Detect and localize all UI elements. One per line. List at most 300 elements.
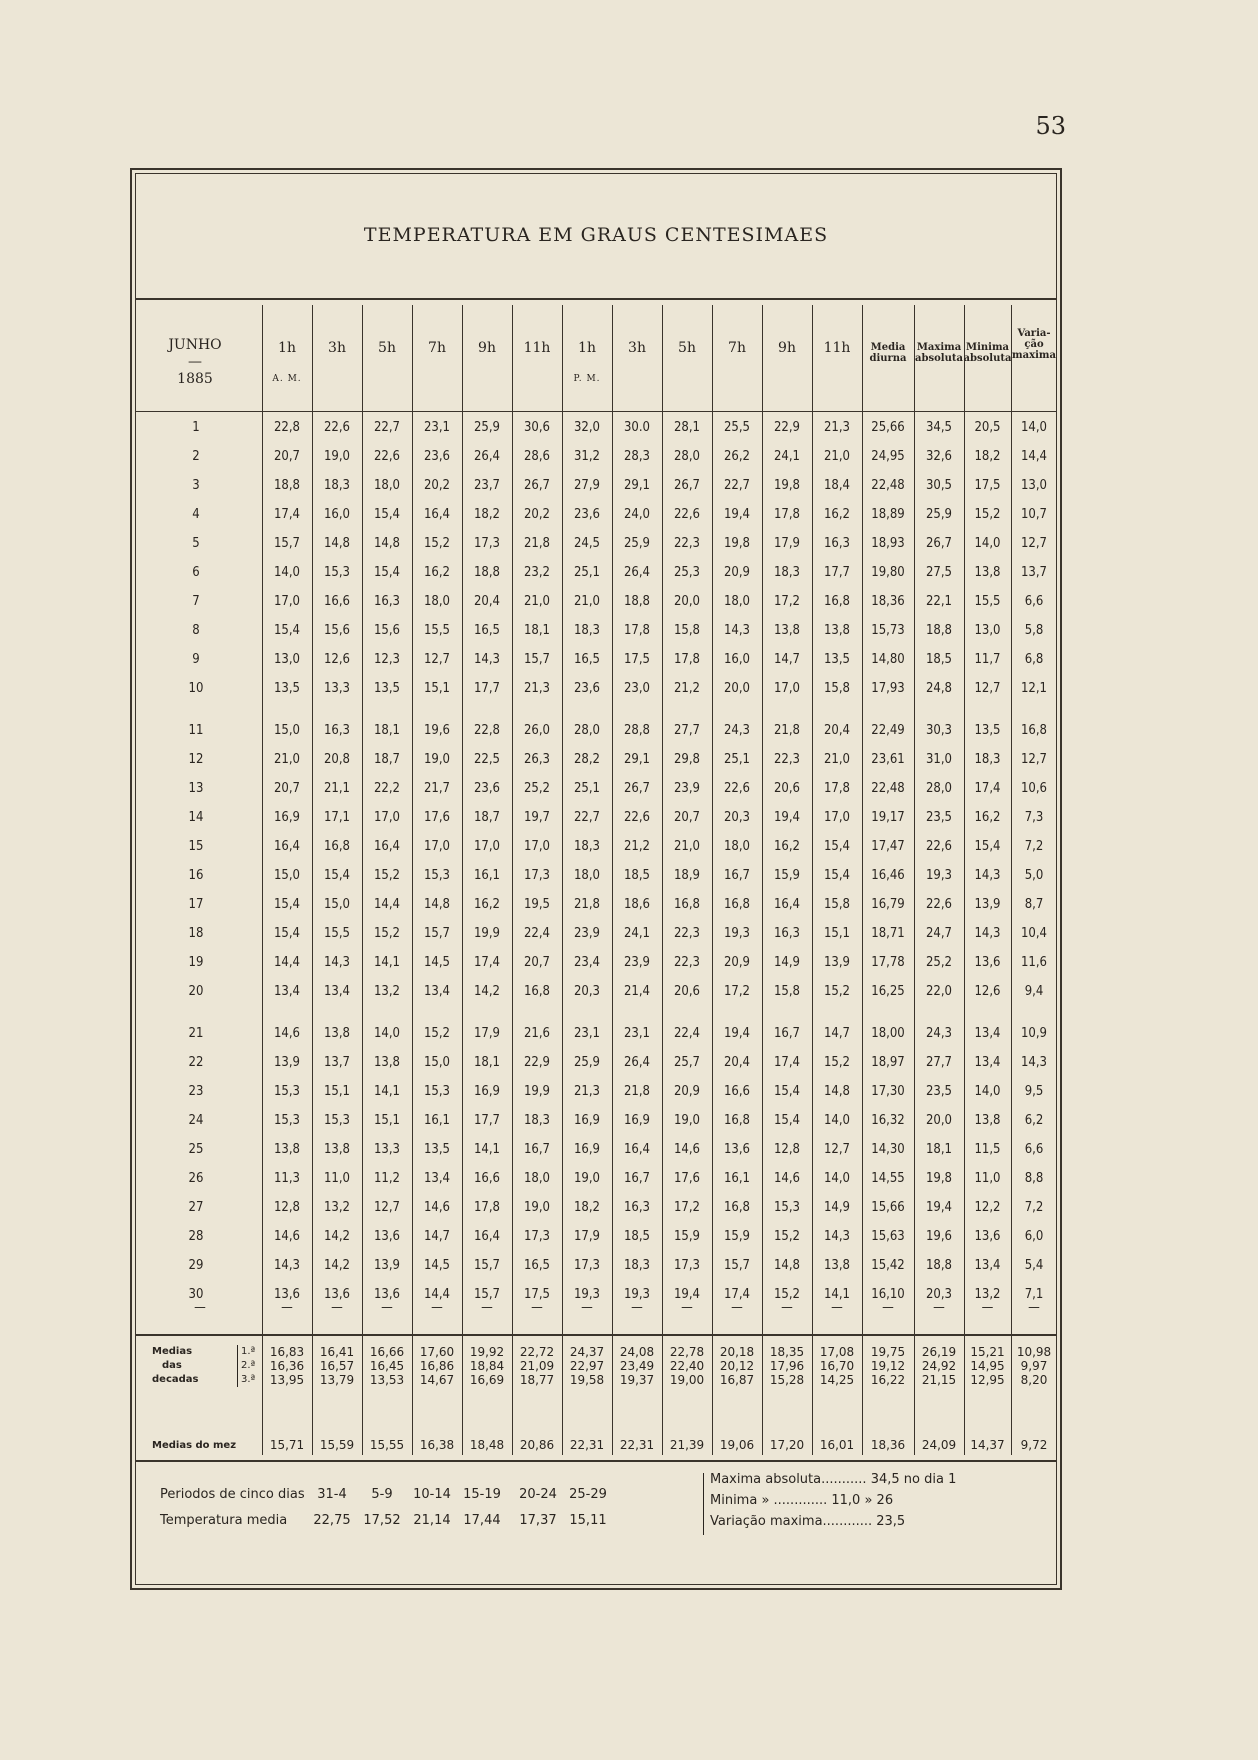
junho-header <box>152 337 238 388</box>
table-cell: 27,9 <box>573 478 601 493</box>
dash-cell: — <box>631 1300 643 1315</box>
table-cell: 14,30 <box>871 1142 905 1157</box>
table-cell: 6,0 <box>1024 1229 1044 1244</box>
table-cell: 15,7 <box>473 1287 501 1302</box>
table-cell: 13,8 <box>773 623 801 638</box>
day-number: 14 <box>188 810 204 825</box>
table-cell: 13,5 <box>823 652 851 667</box>
day-number: 24 <box>188 1113 204 1128</box>
table-cell: 17,4 <box>273 507 301 522</box>
table-cell: 19,3 <box>623 1287 651 1302</box>
media-diurna-header: Media <box>870 342 906 353</box>
variacao-maxima-header: ção <box>1024 339 1044 350</box>
table-cell: 26,7 <box>523 478 551 493</box>
table-cell: 14,0 <box>823 1171 851 1186</box>
media-diurna-header: diurna <box>869 353 907 364</box>
day-number: 7 <box>192 594 200 609</box>
table-cell: 8,8 <box>1024 1171 1044 1186</box>
periodos-label: Periodos de cinco dias <box>160 1487 305 1502</box>
table-cell: 19,4 <box>723 1026 751 1041</box>
day-number: 25 <box>188 1142 204 1157</box>
table-cell: 20,7 <box>523 955 551 970</box>
maxima-absoluta-header: absoluta <box>915 353 963 364</box>
table-cell: 16,79 <box>871 897 905 912</box>
table-cell: 13,4 <box>323 984 351 999</box>
table-cell: 17,7 <box>473 681 501 696</box>
table-cell: 21,8 <box>773 723 801 738</box>
table-cell: 32,0 <box>573 420 601 435</box>
table-cell: 18,3 <box>573 839 601 854</box>
minima-note: Minima » ............. 11,0 » 26 <box>710 1493 894 1508</box>
decada-value: 18,77 <box>519 1373 555 1387</box>
table-cell: 23,6 <box>573 507 601 522</box>
table-cell: 14,3 <box>974 926 1001 941</box>
table-cell: 16,2 <box>974 810 1001 825</box>
table-cell: 15,4 <box>773 1084 801 1099</box>
table-cell: 16,0 <box>323 507 351 522</box>
table-cell: 18,7 <box>473 810 501 825</box>
mez-value: 16,38 <box>419 1438 455 1452</box>
table-cell: 16,6 <box>323 594 351 609</box>
table-cell: 17,5 <box>974 478 1001 493</box>
periodo-value: 31-4 <box>317 1487 347 1502</box>
table-cell: 21,0 <box>823 449 851 464</box>
table-cell: 18,1 <box>373 723 401 738</box>
table-cell: 13,0 <box>974 623 1001 638</box>
temperatura-media-value: 17,52 <box>363 1513 401 1528</box>
table-cell: 28,8 <box>623 723 651 738</box>
table-cell: 17,8 <box>623 623 651 638</box>
variacao-maxima-header: Varia- <box>1017 328 1051 339</box>
table-cell: 10,6 <box>1020 781 1048 796</box>
table-cell: 16,4 <box>373 839 401 854</box>
table-cell: 15,7 <box>423 926 451 941</box>
hour-header: 1h <box>278 340 296 356</box>
table-cell: 9,4 <box>1024 984 1044 999</box>
table-cell: 19,0 <box>573 1171 601 1186</box>
table-cell: 26,7 <box>925 536 953 551</box>
table-cell: 15,2 <box>974 507 1001 522</box>
table-cell: 11,0 <box>974 1171 1001 1186</box>
table-cell: 31,0 <box>925 752 953 767</box>
table-cell: 13,8 <box>823 1258 851 1273</box>
table-cell: 6,6 <box>1024 1142 1044 1157</box>
variacao-maxima-note: Variação maxima............ 23,5 <box>710 1514 906 1529</box>
table-cell: 18,3 <box>573 623 601 638</box>
table-cell: 17,4 <box>723 1287 751 1302</box>
table-cell: 19,0 <box>673 1113 701 1128</box>
table-cell: 13,0 <box>273 652 301 667</box>
table-cell: 14,4 <box>423 1287 451 1302</box>
table-cell: 17,1 <box>323 810 351 825</box>
table-cell: 21,3 <box>823 420 851 435</box>
table-cell: 22,2 <box>373 781 401 796</box>
table-cell: 16,5 <box>523 1258 551 1273</box>
table-cell: 15,9 <box>773 868 801 883</box>
table-cell: 23,9 <box>623 955 651 970</box>
day-number: 2 <box>192 449 200 464</box>
table-cell: 18,5 <box>623 1229 651 1244</box>
dash-cell: — <box>381 1300 393 1315</box>
table-cell: 19,8 <box>773 478 801 493</box>
periodo-value: 20-24 <box>519 1487 557 1502</box>
table-cell: 25,2 <box>523 781 551 796</box>
table-cell: 17,6 <box>423 810 451 825</box>
table-cell: 28,2 <box>573 752 601 767</box>
table-cell: 21,0 <box>523 594 551 609</box>
table-cell: 16,8 <box>723 1113 751 1128</box>
hour-header: 11h <box>823 340 851 356</box>
table-cell: 13,6 <box>974 955 1001 970</box>
table-cell: 20,2 <box>523 507 551 522</box>
mez-value: 19,06 <box>719 1438 755 1452</box>
table-cell: 23,9 <box>573 926 601 941</box>
table-cell: 14,7 <box>773 652 801 667</box>
table-cell: 12,8 <box>273 1200 301 1215</box>
table-cell: 5,8 <box>1024 623 1044 638</box>
table-cell: 23,5 <box>925 810 953 825</box>
temperatura-media-label: Temperatura media <box>160 1513 288 1528</box>
decada-value: 16,83 <box>269 1345 305 1359</box>
mez-value: 15,55 <box>369 1438 405 1452</box>
periodo-value: 15-19 <box>463 1487 501 1502</box>
table-cell: 13,8 <box>323 1026 351 1041</box>
decada-value: 14,67 <box>419 1373 455 1387</box>
table-cell: 19,6 <box>423 723 451 738</box>
table-cell: 27,5 <box>925 565 953 580</box>
table-cell: 21,3 <box>523 681 551 696</box>
decada-value: 12,95 <box>970 1373 1005 1387</box>
table-cell: 10,4 <box>1020 926 1048 941</box>
table-cell: 7,3 <box>1024 810 1044 825</box>
table-cell: 16,8 <box>723 1200 751 1215</box>
decada-value: 13,79 <box>319 1373 355 1387</box>
decada-ordinal: 3.ª <box>241 1374 256 1385</box>
table-cell: 29,8 <box>673 752 701 767</box>
mez-value: 20,86 <box>519 1438 555 1452</box>
temperatura-media-value: 21,14 <box>413 1513 451 1528</box>
table-cell: 15,4 <box>373 565 401 580</box>
decada-value: 22,97 <box>569 1359 605 1373</box>
table-cell: 13,6 <box>373 1287 401 1302</box>
decada-value: 24,37 <box>569 1345 605 1359</box>
footer-rule <box>135 1460 1057 1462</box>
decada-value: 17,08 <box>819 1345 855 1359</box>
mez-value: 15,71 <box>269 1438 305 1452</box>
header-rule <box>135 411 1057 412</box>
table-cell: 15,4 <box>823 839 851 854</box>
decada-value: 19,92 <box>469 1345 505 1359</box>
table-cell: 13,7 <box>1020 565 1048 580</box>
table-cell: 18,0 <box>423 594 451 609</box>
table-cell: 13,3 <box>373 1142 401 1157</box>
table-cell: 20,9 <box>723 565 751 580</box>
table-cell: 15,1 <box>323 1084 351 1099</box>
table-cell: 14,0 <box>823 1113 851 1128</box>
table-cell: 16,25 <box>871 984 905 999</box>
table-cell: 22,6 <box>373 449 401 464</box>
table-cell: 14,5 <box>423 955 451 970</box>
table-cell: 29,1 <box>623 752 651 767</box>
table-cell: 14,8 <box>773 1258 801 1273</box>
table-cell: 19,0 <box>323 449 351 464</box>
table-cell: 11,5 <box>974 1142 1001 1157</box>
table-cell: 22,1 <box>925 594 953 609</box>
table-cell: 16,32 <box>871 1113 905 1128</box>
table-cell: 15,2 <box>823 984 851 999</box>
table-cell: 6,8 <box>1024 652 1044 667</box>
table-cell: 19,9 <box>523 1084 551 1099</box>
table-cell: 16,2 <box>773 839 801 854</box>
table-cell: 15,42 <box>871 1258 905 1273</box>
mez-value: 16,01 <box>819 1438 855 1452</box>
table-cell: 18,1 <box>473 1055 501 1070</box>
table-cell: 16,7 <box>523 1142 551 1157</box>
table-cell: 14,4 <box>273 955 301 970</box>
table-cell: 15,4 <box>373 507 401 522</box>
table-cell: 13,4 <box>273 984 301 999</box>
table-cell: 14,1 <box>373 1084 401 1099</box>
table-cell: 17,4 <box>473 955 501 970</box>
table-cell: 22,7 <box>373 420 401 435</box>
table-cell: 22,48 <box>871 781 905 796</box>
table-cell: 18,8 <box>273 478 301 493</box>
table-cell: 28,0 <box>573 723 601 738</box>
table-cell: 15,9 <box>673 1229 701 1244</box>
dash-cell: — <box>194 1300 206 1315</box>
table-cell: 18,0 <box>723 594 751 609</box>
decada-value: 24,08 <box>619 1345 655 1359</box>
mez-value: 21,39 <box>669 1438 705 1452</box>
table-cell: 31,2 <box>573 449 601 464</box>
table-cell: 18,3 <box>773 565 801 580</box>
table-cell: 24,3 <box>723 723 751 738</box>
table-cell: 20,4 <box>473 594 501 609</box>
table-cell: 14,7 <box>823 1026 851 1041</box>
table-cell: 16,9 <box>273 810 301 825</box>
table-cell: 18,6 <box>623 897 651 912</box>
table-cell: 13,4 <box>423 1171 451 1186</box>
table-cell: 12,7 <box>823 1142 851 1157</box>
table-cell: 22,3 <box>673 955 701 970</box>
decadas-brace <box>237 1345 238 1387</box>
table-cell: 17,8 <box>823 781 851 796</box>
table-cell: 7,2 <box>1024 1200 1044 1215</box>
table-cell: 18,5 <box>925 652 953 667</box>
table-cell: 13,4 <box>974 1258 1001 1273</box>
table-cell: 12,7 <box>373 1200 401 1215</box>
table-cell: 18,89 <box>871 507 905 522</box>
table-cell: 18,9 <box>673 868 701 883</box>
decada-value: 22,40 <box>669 1359 705 1373</box>
table-cell: 19,3 <box>925 868 953 883</box>
day-number: 29 <box>188 1258 204 1273</box>
table-cell: 19,0 <box>523 1200 551 1215</box>
table-cell: 18,97 <box>871 1055 905 1070</box>
variacao-maxima-header: maxima <box>1012 350 1056 361</box>
decada-value: 18,84 <box>469 1359 505 1373</box>
hour-header: 7h <box>428 340 446 356</box>
dash-cell: — <box>882 1300 894 1315</box>
periodo-value: 10-14 <box>413 1487 451 1502</box>
table-cell: 21,0 <box>823 752 851 767</box>
table-cell: 19,7 <box>523 810 551 825</box>
table-cell: 14,3 <box>723 623 751 638</box>
table-cell: 20,4 <box>723 1055 751 1070</box>
table-cell: 13,6 <box>974 1229 1001 1244</box>
table-cell: 15,2 <box>373 868 401 883</box>
table-cell: 30,5 <box>925 478 953 493</box>
day-number: 30 <box>188 1287 204 1302</box>
table-cell: 23,1 <box>423 420 451 435</box>
table-cell: 14,6 <box>423 1200 451 1215</box>
mez-value: 18,48 <box>469 1438 505 1452</box>
table-cell: 13,8 <box>373 1055 401 1070</box>
table-cell: 23,6 <box>423 449 451 464</box>
table-cell: 15,66 <box>871 1200 905 1215</box>
table-cell: 18,93 <box>871 536 905 551</box>
table-cell: 14,6 <box>273 1229 301 1244</box>
maxima-absoluta-note: Maxima absoluta........... 34,5 no dia 1 <box>710 1472 957 1487</box>
dash-cell: — <box>831 1300 843 1315</box>
table-cell: 24,95 <box>871 449 905 464</box>
day-number: 22 <box>188 1055 204 1070</box>
table-cell: 17,8 <box>473 1200 501 1215</box>
table-cell: 17,6 <box>673 1171 701 1186</box>
decada-value: 16,41 <box>319 1345 355 1359</box>
table-cell: 24,1 <box>773 449 801 464</box>
temperatura-media-value: 17,44 <box>463 1513 501 1528</box>
table-cell: 21,0 <box>573 594 601 609</box>
table-cell: 17,0 <box>473 839 501 854</box>
table-cell: 17,3 <box>523 868 551 883</box>
table-cell: 20,7 <box>273 449 301 464</box>
day-number: 27 <box>188 1200 204 1215</box>
table-cell: 23,9 <box>673 781 701 796</box>
table-cell: 17,7 <box>823 565 851 580</box>
table-cell: 24,8 <box>925 681 953 696</box>
minima-absoluta-header: absoluta <box>963 353 1012 364</box>
table-cell: 25,1 <box>573 781 601 796</box>
dash-cell: — <box>581 1300 593 1315</box>
table-cell: 12,3 <box>373 652 401 667</box>
table-cell: 30,3 <box>925 723 953 738</box>
table-cell: 21,1 <box>323 781 351 796</box>
table-cell: 13,5 <box>974 723 1001 738</box>
day-number: 28 <box>188 1229 204 1244</box>
table-cell: 18,2 <box>974 449 1001 464</box>
table-cell: 15,63 <box>871 1229 905 1244</box>
table-cell: 15,8 <box>773 984 801 999</box>
day-number: 13 <box>188 781 204 796</box>
table-cell: 16,7 <box>723 868 751 883</box>
table-cell: 19,4 <box>925 1200 953 1215</box>
table-cell: 13,5 <box>423 1142 451 1157</box>
month-dash: — <box>188 354 202 370</box>
day-number: 23 <box>188 1084 204 1099</box>
table-cell: 15,0 <box>273 723 301 738</box>
table-cell: 13,6 <box>373 1229 401 1244</box>
table-cell: 23,6 <box>473 781 501 796</box>
day-number: 3 <box>192 478 200 493</box>
day-number: 17 <box>188 897 204 912</box>
table-cell: 18,0 <box>723 839 751 854</box>
table-cell: 28,6 <box>523 449 551 464</box>
table-cell: 15,4 <box>273 623 301 638</box>
table-cell: 20,5 <box>974 420 1001 435</box>
table-cell: 17,4 <box>773 1055 801 1070</box>
table-cell: 15,3 <box>323 565 351 580</box>
table-cell: 22,6 <box>623 810 651 825</box>
table-cell: 18,8 <box>925 623 953 638</box>
dash-cell: — <box>781 1300 793 1315</box>
table-cell: 30,6 <box>523 420 551 435</box>
table-cell: 18,0 <box>373 478 401 493</box>
table-cell: 16,5 <box>573 652 601 667</box>
table-cell: 18,8 <box>473 565 501 580</box>
table-cell: 13,6 <box>273 1287 301 1302</box>
table-cell: 11,2 <box>373 1171 401 1186</box>
table-cell: 15,1 <box>373 1113 401 1128</box>
table-cell: 17,4 <box>974 781 1001 796</box>
table-cell: 15,3 <box>423 868 451 883</box>
day-number: 8 <box>192 623 200 638</box>
table-cell: 14,55 <box>871 1171 905 1186</box>
table-cell: 25,9 <box>623 536 651 551</box>
table-cell: 20,0 <box>673 594 701 609</box>
table-cell: 11,3 <box>273 1171 301 1186</box>
table-cell: 23,5 <box>925 1084 953 1099</box>
table-cell: 13,6 <box>323 1287 351 1302</box>
hour-header: 5h <box>378 340 396 356</box>
table-cell: 21,0 <box>673 839 701 854</box>
table-cell: 22,5 <box>473 752 501 767</box>
day-number: 1 <box>192 420 200 435</box>
decada-value: 17,96 <box>769 1359 805 1373</box>
decada-ordinal: 2.ª <box>241 1360 256 1371</box>
table-cell: 19,4 <box>723 507 751 522</box>
table-cell: 13,5 <box>373 681 401 696</box>
table-cell: 17,78 <box>871 955 905 970</box>
table-cell: 20,9 <box>673 1084 701 1099</box>
table-cell: 28,1 <box>673 420 701 435</box>
dash-cell: — <box>681 1300 693 1315</box>
day-number: 16 <box>188 868 204 883</box>
table-cell: 15,4 <box>273 926 301 941</box>
table-cell: 30.0 <box>623 420 651 435</box>
decada-value: 15,21 <box>970 1345 1005 1359</box>
table-cell: 13,2 <box>323 1200 351 1215</box>
table-cell: 19,3 <box>723 926 751 941</box>
table-cell: 17,3 <box>573 1258 601 1273</box>
table-cell: 21,3 <box>573 1084 601 1099</box>
day-number: 11 <box>188 723 204 738</box>
decada-value: 26,19 <box>921 1345 957 1359</box>
table-cell: 20,0 <box>925 1113 953 1128</box>
table-cell: 20,7 <box>273 781 301 796</box>
table-cell: 14,4 <box>1020 449 1048 464</box>
table-cell: 22,0 <box>925 984 953 999</box>
table-cell: 16,4 <box>273 839 301 854</box>
decada-value: 19,75 <box>870 1345 906 1359</box>
table-cell: 13,8 <box>974 565 1001 580</box>
table-cell: 17,8 <box>673 652 701 667</box>
table-cell: 14,6 <box>673 1142 701 1157</box>
table-cell: 29,1 <box>623 478 651 493</box>
table-cell: 16,3 <box>323 723 351 738</box>
table-cell: 28,3 <box>623 449 651 464</box>
table-cell: 19,3 <box>573 1287 601 1302</box>
